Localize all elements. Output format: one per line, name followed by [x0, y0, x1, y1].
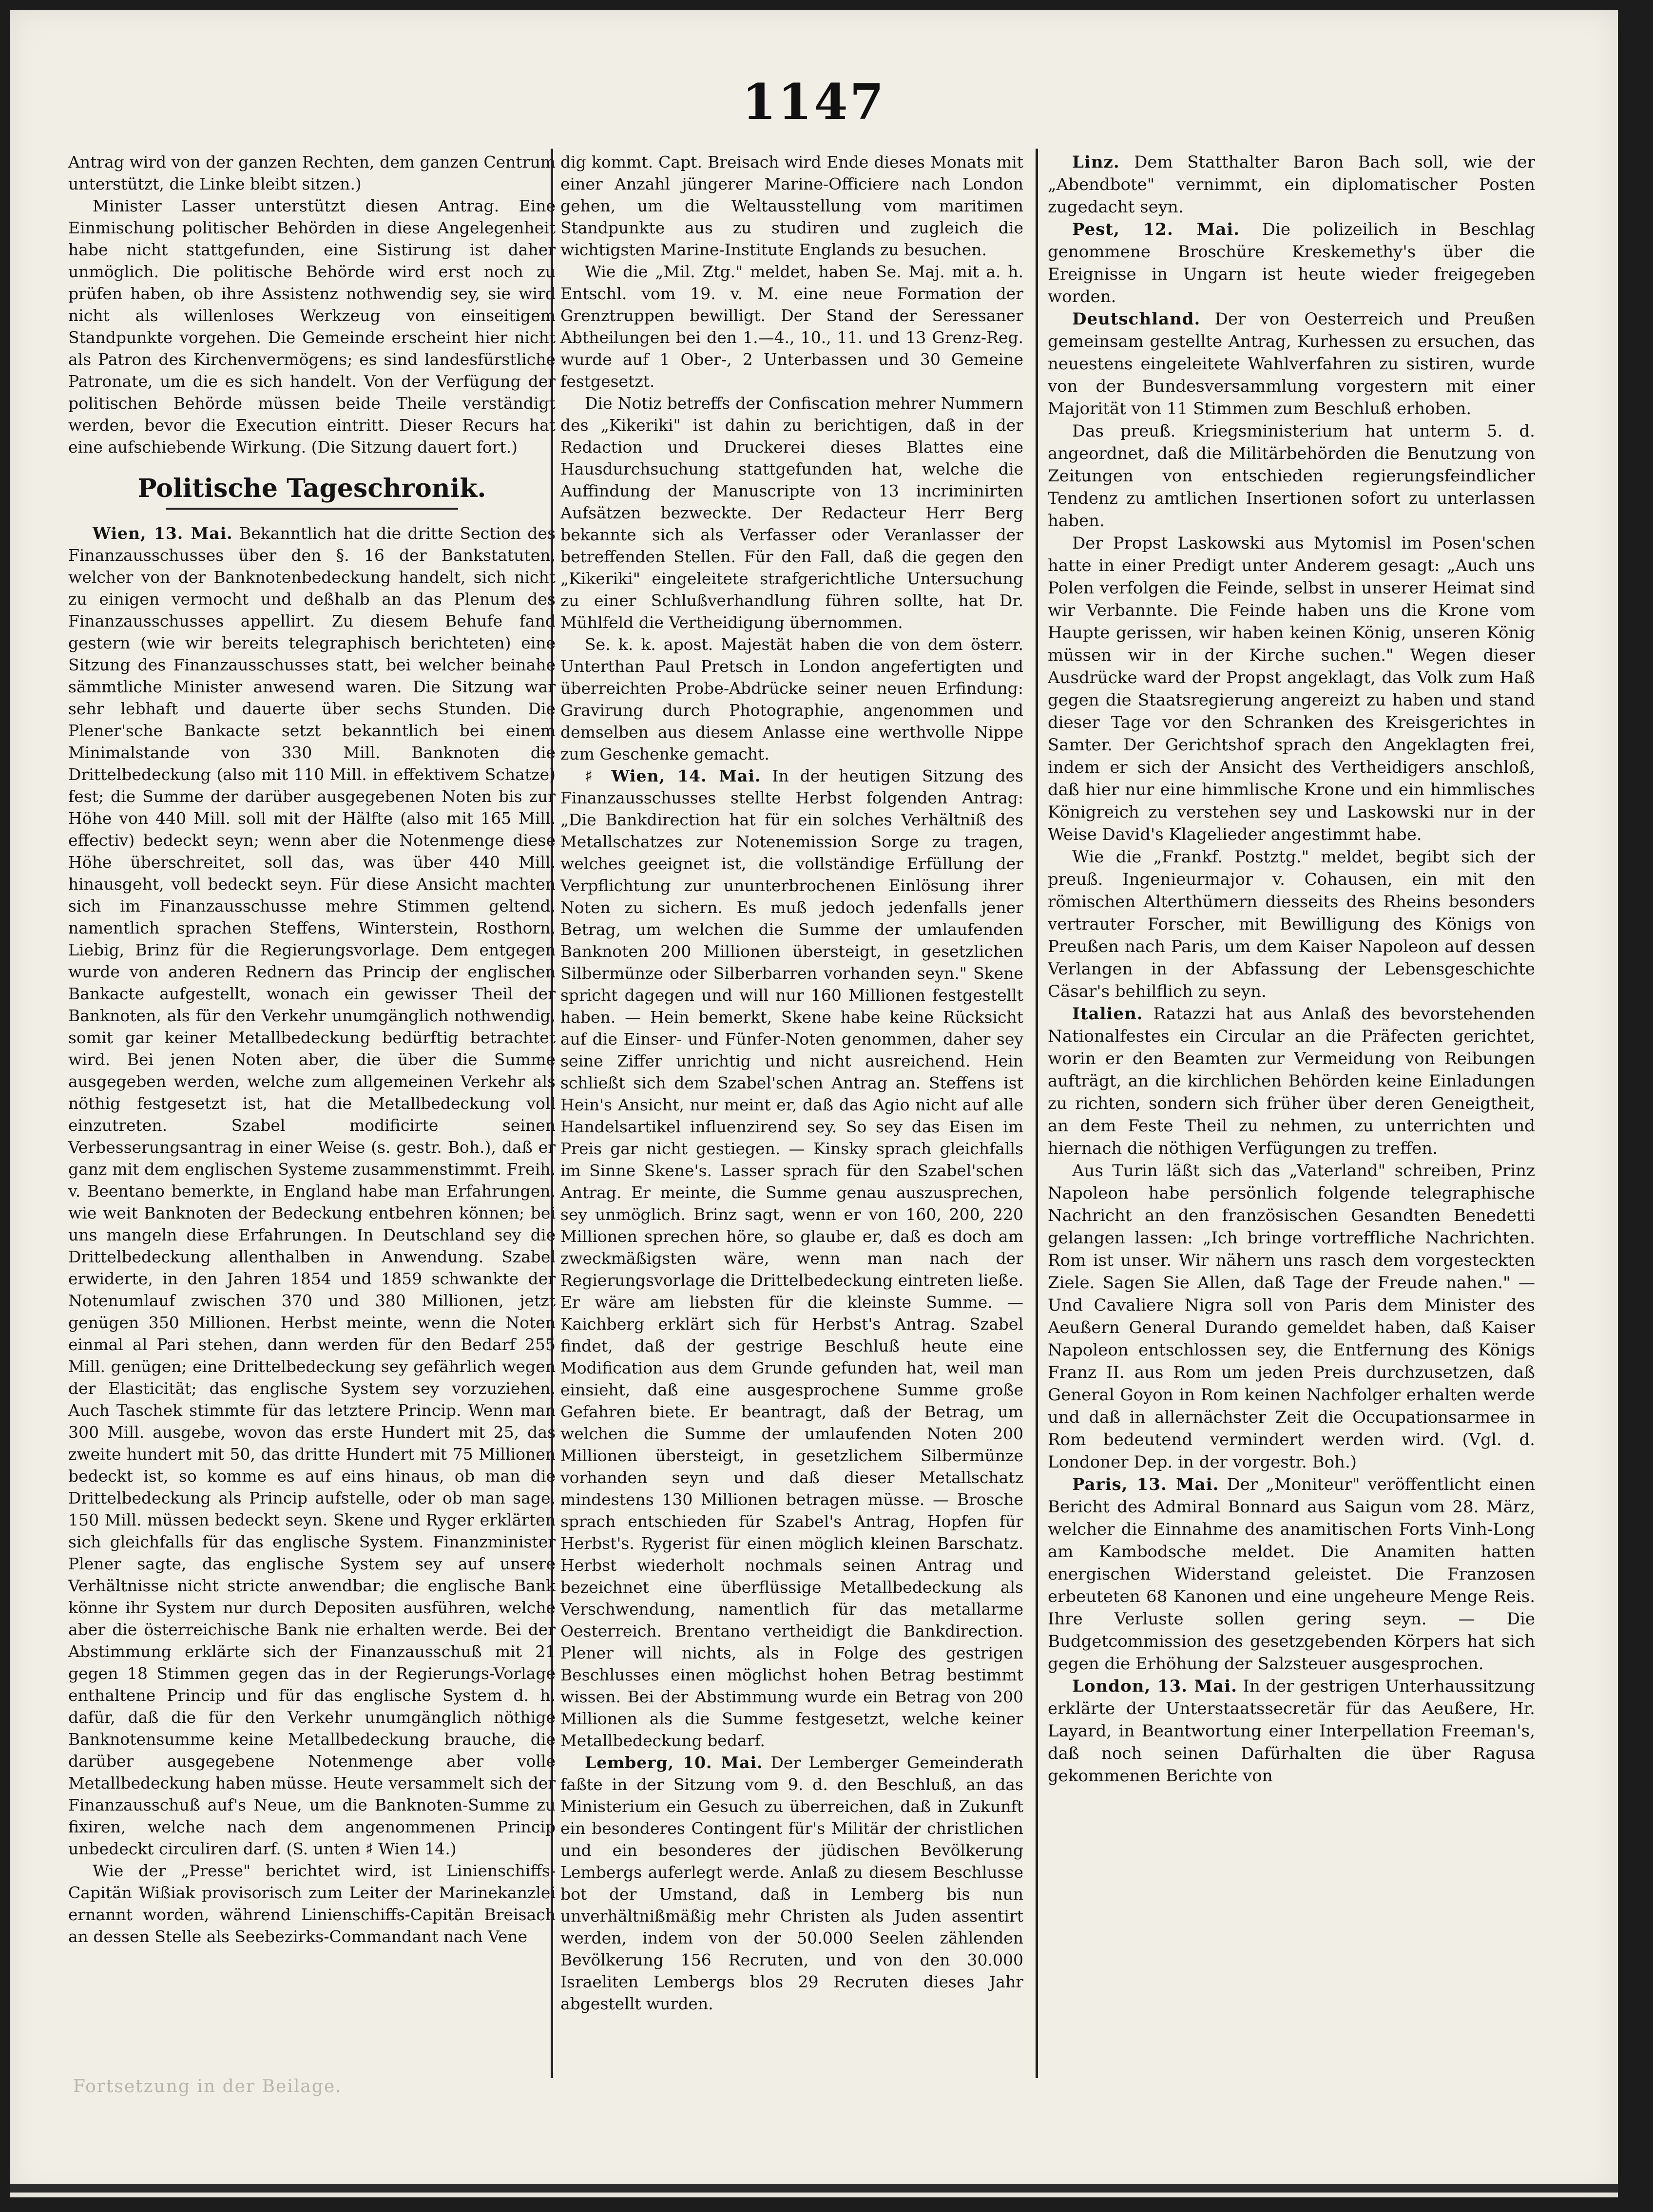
column-2 — [560, 151, 1023, 2051]
article-paragraph — [560, 765, 1023, 1752]
column-rule-right — [1036, 149, 1038, 2078]
dateline: London, 13. Mai. — [1072, 1677, 1237, 1696]
article-paragraph — [1048, 1003, 1535, 1160]
article-paragraph — [560, 633, 1023, 765]
article-paragraph — [1048, 218, 1535, 308]
article-paragraph — [68, 151, 556, 195]
article-paragraph — [1048, 420, 1535, 532]
dateline: Lemberg, 10. Mai. — [585, 1753, 763, 1772]
article-paragraph — [1048, 1473, 1535, 1675]
section-heading: Politische Tageschronik. — [68, 474, 556, 510]
paragraph-text: Aus Turin läßt sich das „Vaterland" schreiben, Prinz Napoleon habe persönlich folgende telegraphische Nachricht an den französischen Gesandten Benedetti gelangen lassen: „Ich bringe vortreffliche Nachrichten. Rom ist unser. Wir nähern uns rasch dem vorgesteckten Ziele. Sagen Sie Allen, daß Tage der Freude nahen." — Und Cavaliere Nigra soll von Paris dem Minister des Aeußern General Durando gemeldet haben, daß Kaiser Napoleon entschlossen sey, die Entfernung des Königs Franz II. aus Rom um jeden Preis durchzusetzen, daß General Goyon in Rom keinen Nachfolger erhalten werde und daß in allernächster Zeit die Occupationsarmee in Rom bedeutend vermindert werden wird. (Vgl. d. Londoner Dep. in der vorgestr. Boh.) — [1048, 1161, 1535, 1472]
paragraph-text: Minister Lasser unterstützt diesen Antrag. Eine Einmischung politischer Behörden in diese Angelegenheit habe nicht stattgefunden, eine Sistirung ist daher unmöglich. Die politische Behörde wird erst noch zu prüfen haben, ob ihre Assistenz nothwendig sey, sie wird nicht als willenloses Werkzeug von einseitigem Standpunkte vorgehen. Die Gemeinde erscheint hier nicht als Patron des Kirchenvermögens; es sind landesfürstliche Patronate, um die es sich handelt. Von der Verfügung der politischen Behörde müssen beide Theile verständigt werden, bevor die Execution eintritt. Dieser Recurs hat eine aufschiebende Wirkung. (Die Sitzung dauert fort.) — [68, 196, 556, 457]
paragraph-text: Antrag wird von der ganzen Rechten, dem ganzen Centrum unterstützt, die Linke bleibt sitzen.) — [68, 153, 556, 193]
article-paragraph — [1048, 1675, 1535, 1787]
dateline: Linz. — [1072, 153, 1120, 172]
paragraph-text: Bekanntlich hat die dritte Section des Finanzausschusses über den §. 16 der Bankstatuten, welcher von der Banknotenbedeckung handelt, sich nicht zu einigen vermocht und deßhalb an das Plenum des Finanzausschusses appellirt. Zu diesem Behufe fand gestern (wie wir bereits telegraphisch berichteten) eine Sitzung des Finanzausschusses statt, bei welcher beinahe sämmtliche Minister anwesend waren. Die Sitzung war sehr lebhaft und dauerte über sechs Stunden. Die Plener'sche Bankacte setzt bekanntlich bei einem Minimalstande von 330 Mill. Banknoten die Drittelbedeckung (also mit 110 Mill. in effektivem Schatze) fest; die Summe der darüber ausgegebenen Noten bis zur Höhe von 440 Mill. soll mit der Hälfte (also mit 165 Mill. effectiv) bedeckt seyn; wenn aber die Notenmenge diese Höhe überschreitet, soll das, was über 440 Mill. hinausgeht, voll bedeckt seyn. Für diese Ansicht machten sich im Finanzausschusse mehre Stimmen geltend, namentlich sprachen Steffens, Winterstein, Rosthorn, Liebig, Brinz für die Regierungsvorlage. Dem entgegen wurde von anderen Rednern das Princip der englischen Bankacte aufgestellt, wonach ein gewisser Theil der Banknoten, als für den Verkehr unumgänglich nothwendig, somit gar keiner Metallbedeckung bedürftig betrachtet wird. Bei jenen Noten aber, die über die Summe ausgegeben werden, welche zum allgemeinen Verkehr als nöthig festgesetzt ist, hat die Metallbedeckung voll einzutreten. Szabel modificirte seinen Verbesserungsantrag in einer Weise (s. gestr. Boh.), daß er ganz mit dem englischen Systeme zusammenstimmt. Freih. v. Beentano bemerkte, in England habe man Erfahrungen, wie weit Banknoten der Bedeckung entbehren können; bei uns mangeln diese Erfahrungen. In Deutschland sey die Drittelbedeckung allenthalben in Anwendung. Szabel erwiderte, in den Jahren 1854 und 1859 schwankte der Notenumlauf zwischen 370 und 380 Millionen, jetzt genügen 350 Millionen. Herbst meinte, wenn die Noten einmal al Pari stehen, dann werden für den Bedarf 255 Mill. genügen; eine Drittelbedeckung sey gefährlich wegen der Elasticität; das englische System sey vorzuziehen. Auch Taschek stimmte für das letztere Princip. Wenn man 300 Mill. ausgebe, wovon das erste Hundert mit 25, das zweite hundert mit 50, das dritte Hundert mit 75 Millionen bedeckt ist, so komme es auf eins hinaus, ob man die Drittelbedeckung als Princip aufstelle, oder ob man sage, 150 Mill. müssen bedeckt seyn. Skene und Ryger erklärten sich gleichfalls für das englische System. Finanzminister Plener sagte, das englische System sey auf unsere Verhältnisse nicht stricte anwendbar; die englische Bank könne ihr System nur durch Depositen ausführen, welche aber die österreichische Bank nie erhalten werde. Bei der Abstimmung erklärte sich der Finanzausschuß mit 21 gegen 18 Stimmen gegen das in der Regierungs-Vorlage enthaltene Princip und für das englische System d. h. dafür, daß die für den Verkehr unumgänglich nöthige Banknotensumme keine Metallbedeckung brauche, die darüber ausgegebene Notenmenge aber volle Metallbedeckung haben müsse. Heute versammelt sich der Finanzausschuß auf's Neue, um die Banknoten-Summe zu fixiren, welche nach dem angenommenen Princip unbedeckt circuliren darf. (S. unten ♯ Wien 14.) — [68, 524, 556, 1858]
paragraph-text: Der von Oesterreich und Preußen gemeinsam gestellte Antrag, Kurhessen zu ersuchen, das neuestens eingeleitete Wahlverfahren zu sistiren, wurde von der Bundesversammlung vorgestern mit einer Majorität von 11 Stimmen zum Beschluß erhoben. — [1048, 309, 1535, 419]
scan-edge — [10, 2184, 1618, 2193]
paragraph-text: Der Lemberger Gemeinderath faßte in der Sitzung vom 9. d. den Beschluß, an das Ministerium ein Gesuch zu überreichen, daß in Zukunft ein besonderes Contingent für's Militär der christlichen und ein besonderes der jüdischen Bevölkerung Lembergs auferlegt werde. Anlaß zu diesem Beschlusse bot der Umstand, daß in Lemberg bis nun unverhältnißmäßig mehr Christen als Juden assentirt werden, indem von der 50.000 Seelen zählenden Bevölkerung 156 Recruten, und von den 30.000 Israeliten Lembergs blos 29 Recruten dieses Jahr abgestellt wurden. — [560, 1753, 1023, 2013]
article-paragraph — [1048, 1160, 1535, 1473]
paragraph-text: Se. k. k. apost. Majestät haben die von dem österr. Unterthan Paul Pretsch in London angefertigten und überreichten Probe-Abdrücke seiner neuen Erfindung: Gravirung durch Photographie, angenommen und demselben aus diesem Anlasse eine werthvolle Nippe zum Geschenke gemacht. — [560, 635, 1023, 763]
dateline: ♯ Wien, 14. Mai. — [585, 766, 761, 785]
paragraph-text: Ratazzi hat aus Anlaß des bevorstehenden Nationalfestes ein Circular an die Präfecten gerichtet, worin er den Beamten zur Vermeidung von Reibungen aufträgt, an die kirchlichen Behörden keine Einladungen zu richten, sondern sich früher über deren Geneigtheit, an dem Feste Theil zu nehmen, zu unterrichten und hiernach die nöthigen Verfügungen zu treffen. — [1048, 1004, 1535, 1158]
column-1 — [68, 151, 556, 2051]
dateline: Wien, 13. Mai. — [93, 524, 233, 543]
article-paragraph — [1048, 532, 1535, 846]
paragraph-text: Wie die „Frankf. Postztg." meldet, begibt sich der preuß. Ingenieurmajor v. Cohausen, ein mit den römischen Alterthümern diesseits des Rheins besonders vertrauter Forscher, mit Bewilligung des Königs von Preußen nach Paris, um dem Kaiser Napoleon auf dessen Verlangen in der Abfassung der Lebensgeschichte Cäsar's behilflich zu seyn. — [1048, 847, 1535, 1001]
paragraph-text: Der Propst Laskowski aus Mytomisl im Posen'schen hatte in einer Predigt unter Anderem gesagt: „Auch uns Polen verfolgen die Feinde, selbst in unserer Heimat sind wir Verbannte. Die Feinde haben uns die Krone vom Haupte gerissen, wir haben keinen König, unseren König müssen wir in der Kirche suchen." Wegen dieser Ausdrücke ward der Propst angeklagt, das Volk zum Haß gegen die Staatsregierung angereizt zu haben und stand dieser Tage vor den Schranken des Kreisgerichtes in Samter. Der Gerichtshof sprach den Angeklagten frei, indem er sich der Ansicht des Vertheidigers anschloß, daß hier nur eine himmlische Krone und ein himmlisches Königreich zu verstehen sey und Laskowski nur in der Weise David's Klagelieder angestimmt habe. — [1048, 534, 1535, 844]
article-paragraph — [560, 392, 1023, 633]
dateline: Deutschland. — [1072, 309, 1201, 329]
paragraph-text: Die polizeilich in Beschlag genommene Broschüre Kreskemethy's über die Ereignisse in Ungarn ist heute wieder freigegeben worden. — [1048, 220, 1535, 306]
article-paragraph — [560, 1752, 1023, 2015]
paragraph-text: Dem Statthalter Baron Bach soll, wie der „Abendbote" vernimmt, ein diplomatischer Posten zugedacht seyn. — [1048, 153, 1535, 217]
paragraph-text: Wie die „Mil. Ztg." meldet, haben Se. Maj. mit a. h. Entschl. vom 19. v. M. eine neue Formation der Grenztruppen bewilligt. Der Stand der Seressaner Abtheilungen bei den 1.—4., 10., 11. und 13 Grenz-Reg. wurde auf 1 Ober-, 2 Unterbassen und 30 Gemeine festgesetzt. — [560, 262, 1023, 391]
article-paragraph — [1048, 846, 1535, 1003]
paragraph-text: In der heutigen Sitzung des Finanzausschusses stellte Herbst folgenden Antrag: „Die Bankdirection hat für ein solches Verhältniß des Metallschatzes zur Notenemission Sorge zu tragen, welches geeignet ist, die vollständige Erfüllung der Verpflichtung zur ununterbrochenen Einlösung ihrer Noten zu sichern. Es muß jedoch jedenfalls jener Betrag, um welchen die Summe der umlaufenden Banknoten 200 Millionen übersteigt, in gesetzlichen Silbermünze oder Silberbarren vorhanden seyn." Skene spricht dagegen und will nur 160 Millionen festgestellt haben. — Hein bemerkt, Skene habe keine Rücksicht auf die Einser- und Fünfer-Noten genommen, daher sey seine Ziffer unrichtig und nicht ausreichend. Hein schließt sich dem Szabel'schen Antrag an. Steffens ist Hein's Ansicht, nur meint er, daß das Agio nicht auf alle Handelsartikel influenzirend sey. So sey das Eisen im Preis gar nicht gestiegen. — Kinsky sprach gleichfalls im Sinne Skene's. Lasser sprach für den Szabel'schen Antrag. Er meinte, die Summe genau auszusprechen, sey unmöglich. Brinz sagt, wenn er von 160, 200, 220 Millionen sprechen höre, so glaube er, daß es doch am zweckmäßigsten wäre, wenn man nach der Regierungsvorlage die Drittelbedeckung eintreten ließe. Er wäre am liebsten für die kleinste Summe. — Kaichberg erklärt sich für Herbst's Antrag. Szabel findet, daß der gestrige Beschluß heute eine Modification aus dem Grunde gefunden hat, weil man einsieht, daß eine ausgesprochene Summe große Gefahren biete. Er beantragt, daß der Betrag, um welchen die Summe der umlaufenden Noten 200 Millionen übersteigt, in gesetzlichem Silbermünze vorhanden seyn und daß dieser Metallschatz mindestens 130 Millionen betragen müsse. — Brosche sprach entschieden für Szabel's Antrag, Hopfen für Herbst's. Rygerist für einen möglich kleinen Barschatz. Herbst wiederholt nochmals seinen Antrag und bezeichnet eine überflüssige Metallbedeckung als Verschwendung, namentlich für das metallarme Oesterreich. Brentano vertheidigt die Bankdirection. Plener will nichts, als in Folge des gestrigen Beschlusses einen möglichst hohen Betrag bestimmt wissen. Bei der Abstimmung wurde ein Betrag von 200 Millionen als die Summe festgesetzt, welche keiner Metallbedeckung bedarf. — [560, 766, 1023, 1750]
newspaper-page — [10, 10, 1618, 2197]
paragraph-text: In der gestrigen Unterhaussitzung erklärte der Unterstaatssecretär für das Aeußere, Hr. Layard, in Beantwortung einer Interpellation Freeman's, daß noch seinen Dafürhalten die über Ragusa gekommenen Berichte von — [1048, 1677, 1535, 1786]
column-3 — [1048, 151, 1535, 2051]
dateline: Pest, 12. Mai. — [1072, 220, 1240, 239]
article-paragraph — [68, 195, 556, 458]
paragraph-text: Wie der „Presse" berichtet wird, ist Linienschiffs-Capitän Wißiak provisorisch zum Leiter der Marinekanzlei ernannt worden, während Linienschiffs-Capitän Breisach an dessen Stelle als Seebezirks-Commandant nach Vene — [68, 1861, 556, 1946]
continuation-note: Fortsetzung in der Beilage. — [73, 2077, 342, 2097]
page-number: 1147 — [742, 73, 886, 131]
dateline: Paris, 13. Mai. — [1072, 1475, 1219, 1494]
article-paragraph — [1048, 308, 1535, 420]
article-paragraph — [68, 1860, 556, 1947]
article-paragraph — [1048, 151, 1535, 218]
paragraph-text: Der „Moniteur" veröffentlicht einen Bericht des Admiral Bonnard aus Saigun vom 28. März, welcher die Einnahme des anamitischen Forts Vinh-Long am Kambodsche meldet. Die Anamiten hatten energischen Widerstand geleistet. Die Franzosen erbeuteten 68 Kanonen und eine ungeheure Menge Reis. Ihre Verluste sollen gering seyn. — Die Budgetcommission des gesetzgebenden Körpers hat sich gegen die Erhöhung der Salzsteuer ausgesprochen. — [1048, 1475, 1535, 1674]
paragraph-text: Das preuß. Kriegsministerium hat unterm 5. d. angeordnet, daß die Militärbehörden die Benutzung von Zeitungen von entschieden regierungsfeindlicher Tendenz zu amtlichen Insertionen sofort zu unterlassen haben. — [1048, 421, 1535, 531]
article-paragraph — [560, 151, 1023, 261]
paragraph-text: dig kommt. Capt. Breisach wird Ende dieses Monats mit einer Anzahl jüngerer Marine-Officiere nach London gehen, um die Weltausstellung vom maritimen Standpunkte aus zu studiren und zugleich die wichtigsten Marine-Institute Englands zu besuchen. — [560, 153, 1023, 259]
article-paragraph — [68, 522, 556, 1860]
paragraph-text: Die Notiz betreffs der Confiscation mehrer Nummern des „Kikeriki" ist dahin zu berichtigen, daß in der Redaction und Druckerei dieses Blattes eine Hausdurchsuchung stattgefunden hat, welche die Auffindung der Manuscripte von 13 incriminirten Aufsätzen bezweckte. Der Redacteur Herr Berg bekannte sich als Verfasser oder Veranlasser der betreffenden Stellen. Für den Fall, daß die gegen den „Kikeriki" eingeleitete strafgerichtliche Untersuchung zu einer Schlußverhandlung führen sollte, hat Dr. Mühlfeld die Vertheidigung übernommen. — [560, 394, 1023, 632]
article-paragraph — [560, 261, 1023, 392]
dateline: Italien. — [1072, 1004, 1143, 1024]
